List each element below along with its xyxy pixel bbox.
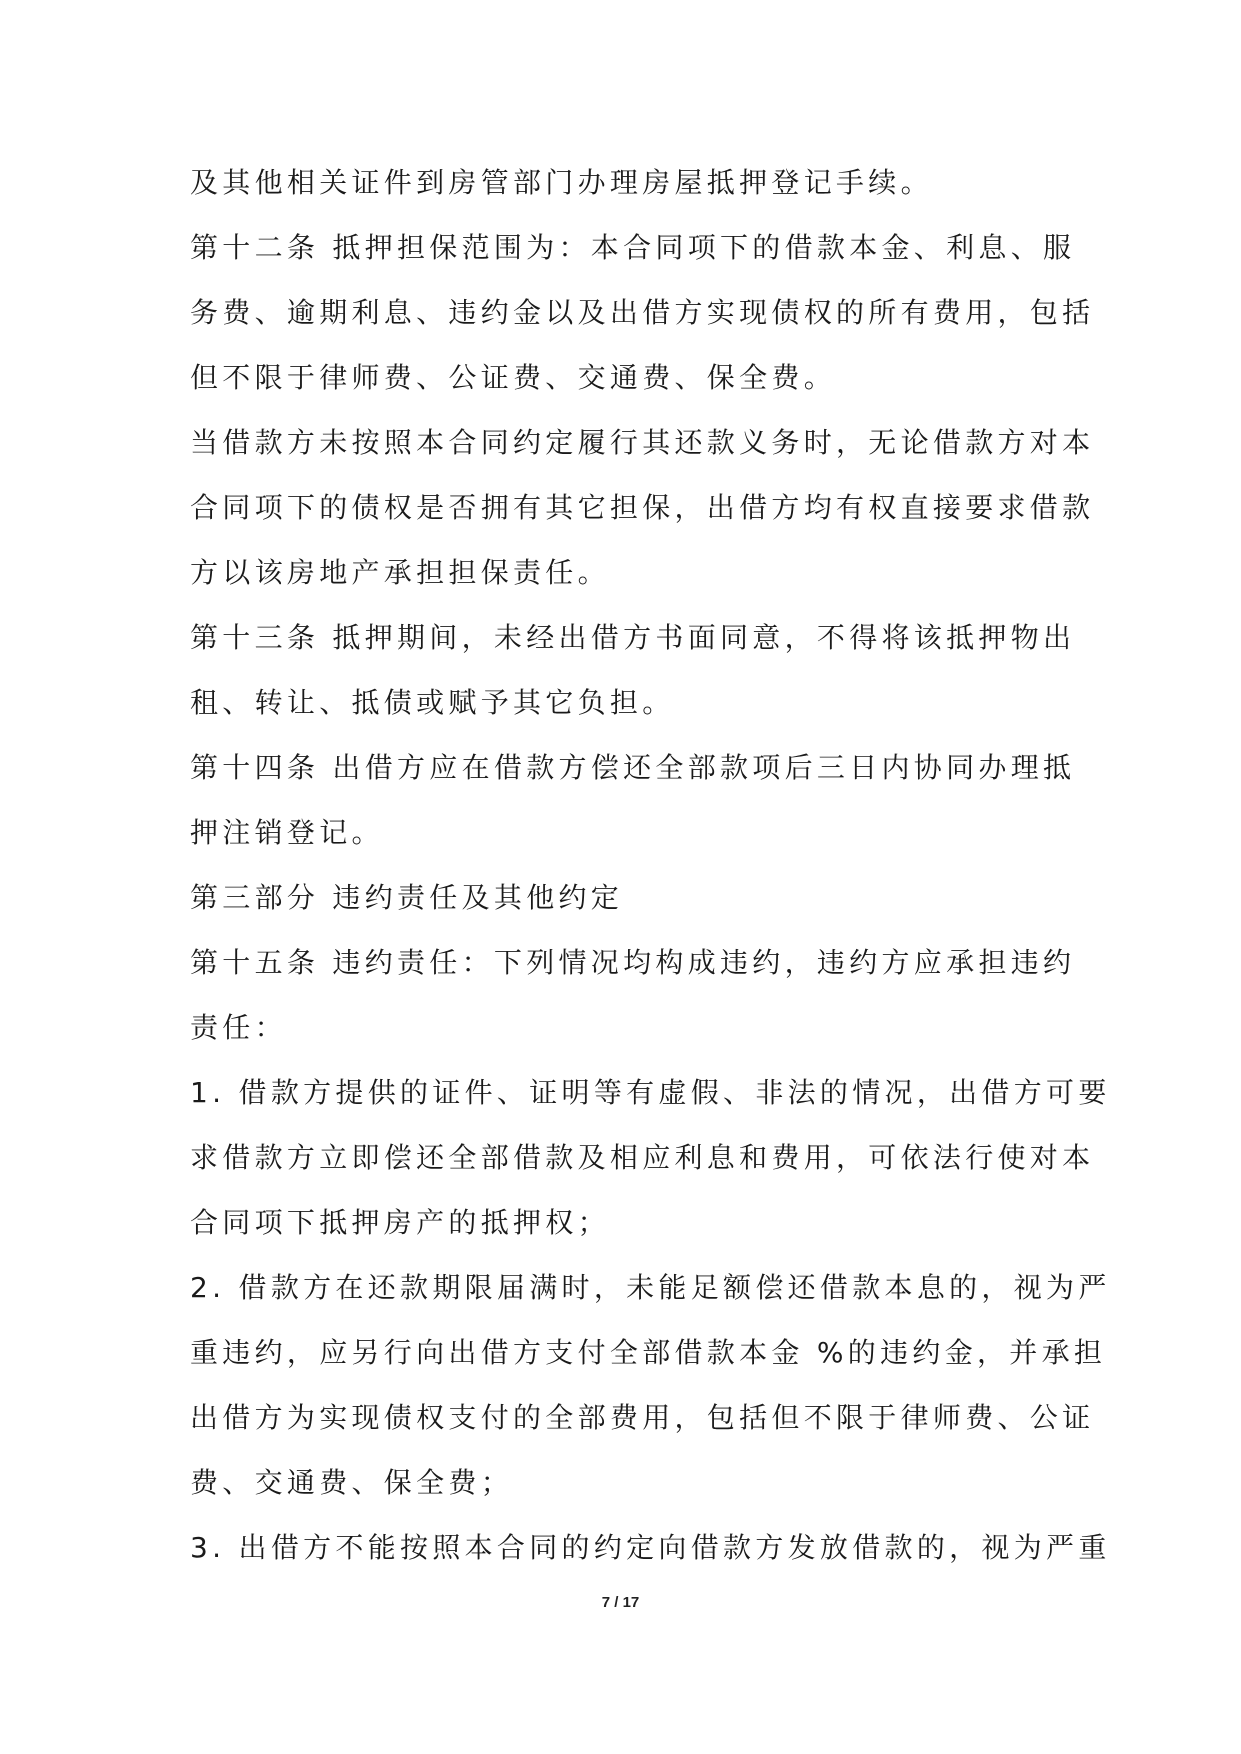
text-line: 第十四条 出借方应在借款方偿还全部款项后三日内协同办理抵 — [190, 751, 1076, 784]
text-line: 及其他相关证件到房管部门办理房屋抵押登记手续。 — [190, 166, 933, 199]
text-line: 重违约，应另行向出借方支付全部借款本金 %的违约金，并承担 — [190, 1336, 1107, 1369]
text-line: 第十五条 违约责任：下列情况均构成违约，违约方应承担违约 — [190, 946, 1076, 979]
text-line: 押注销登记。 — [190, 816, 384, 849]
page-number: 7 / 17 — [601, 1594, 640, 1611]
text-line: 当借款方未按照本合同约定履行其还款义务时，无论借款方对本 — [190, 426, 1095, 459]
text-line: 第十二条 抵押担保范围为：本合同项下的借款本金、利息、服 — [190, 231, 1076, 264]
text-line: 务费、逾期利息、违约金以及出借方实现债权的所有费用，包括 — [190, 296, 1095, 329]
text-line: 但不限于律师费、公证费、交通费、保全费。 — [190, 361, 837, 394]
text-line: 费、交通费、保全费； — [190, 1466, 514, 1499]
text-line: 合同项下抵押房产的抵押权； — [190, 1206, 610, 1239]
text-line: 方以该房地产承担担保责任。 — [190, 556, 610, 589]
text-line: 租、转让、抵债或赋予其它负担。 — [190, 686, 675, 719]
text-line: 合同项下的债权是否拥有其它担保，出借方均有权直接要求借款 — [190, 491, 1095, 524]
document-body — [190, 150, 1111, 1580]
text-line: 第十三条 抵押期间，未经出借方书面同意，不得将该抵押物出 — [190, 621, 1076, 654]
text-line: 出借方为实现债权支付的全部费用，包括但不限于律师费、公证 — [190, 1401, 1095, 1434]
text-line: 3. 出借方不能按照本合同的约定向借款方发放借款的，视为严重 — [190, 1531, 1111, 1564]
section-heading: 第三部分 违约责任及其他约定 — [190, 881, 624, 914]
text-line: 1. 借款方提供的证件、证明等有虚假、非法的情况，出借方可要 — [190, 1076, 1111, 1109]
text-line: 求借款方立即偿还全部借款及相应利息和费用，可依法行使对本 — [190, 1141, 1095, 1174]
text-line: 责任： — [190, 1011, 287, 1044]
text-line: 2. 借款方在还款期限届满时，未能足额偿还借款本息的，视为严 — [190, 1271, 1111, 1304]
